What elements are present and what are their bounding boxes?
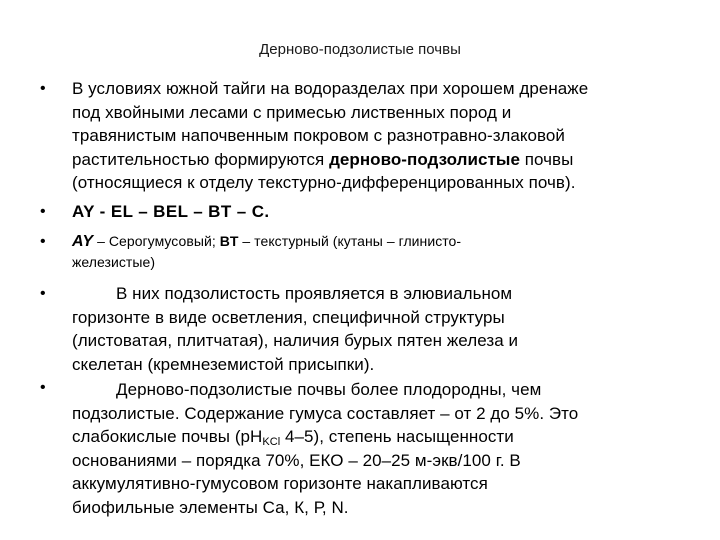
paragraph-3 [72,231,692,273]
paragraph-2 [72,200,692,224]
paragraph-1-line: травянистым напочвенным покровом с разнотравно-злаковой [72,126,565,146]
paragraph-5-line: Дерново-подзолистые почвы более плодородны, чем [116,380,542,399]
paragraph-4-line: В них подзолистость проявляется в элювиальном [116,284,513,303]
paragraph-4-line: (листоватая, плитчатая), наличия бурых пятен железа и [72,331,519,351]
paragraph-5-line: подзолистые. Содержание гумуса составляет – от 2 до 5%. Это [72,403,579,423]
paragraph-5-text: 4–5), степень насыщенности [280,427,514,447]
paragraph-1 [72,77,692,195]
paragraph-1-line: В условиях южной тайги на водоразделах при хорошем дренаже [72,79,589,98]
paragraph-5-line: биофильные элементы Са, К, Р, N. [72,497,349,517]
bullet-2: • [40,203,46,220]
paragraph-5-line: аккумулятивно-гумусовом горизонте накапливаются [72,474,488,494]
paragraph-4-line: горизонте в виде осветления, специфичной структуры [72,307,505,327]
paragraph-1-text: растительностью формируются [72,149,330,169]
paragraph-5-line: основаниями – порядка 70%, ЕКО – 20–25 м-экв/100 г. В [72,450,521,470]
paragraph-1-line: под хвойными лесами с примесью лиственных пород и [72,102,512,122]
paragraph-1-line [72,148,692,172]
paragraph-3-text: – Серогумусовый; [93,233,220,249]
ph-subscript: KCl [262,436,281,449]
slide-title: Дерново-подзолистые почвы [259,41,461,58]
paragraph-1-text: почвы [519,149,574,169]
paragraph-3-line: железистые) [72,254,156,270]
paragraph-3-line [72,231,692,252]
bullet-5: • [40,379,46,396]
paragraph-3-text: – текстурный (кутаны – глинисто- [238,233,462,249]
horizon-formula: AY - EL – BEL – BT – C. [72,202,270,221]
paragraph-4-line: скелетан (кремнеземистой присыпки). [72,354,375,374]
horizon-bt: BT [219,233,239,249]
soil-name-bold: дерново-подзолистые [329,149,520,169]
bullet-1: • [40,80,46,97]
paragraph-4 [72,282,692,376]
paragraph-1-line: (относящиеся к отделу текстурно-дифференцированных почв). [72,173,576,193]
bullet-3: • [40,233,46,250]
paragraph-5 [72,378,692,520]
paragraph-5-line [72,425,692,449]
paragraph-5-text: слабокислые почвы (рН [72,427,263,447]
bullet-4: • [40,285,46,302]
horizon-ay: AY [72,233,94,250]
